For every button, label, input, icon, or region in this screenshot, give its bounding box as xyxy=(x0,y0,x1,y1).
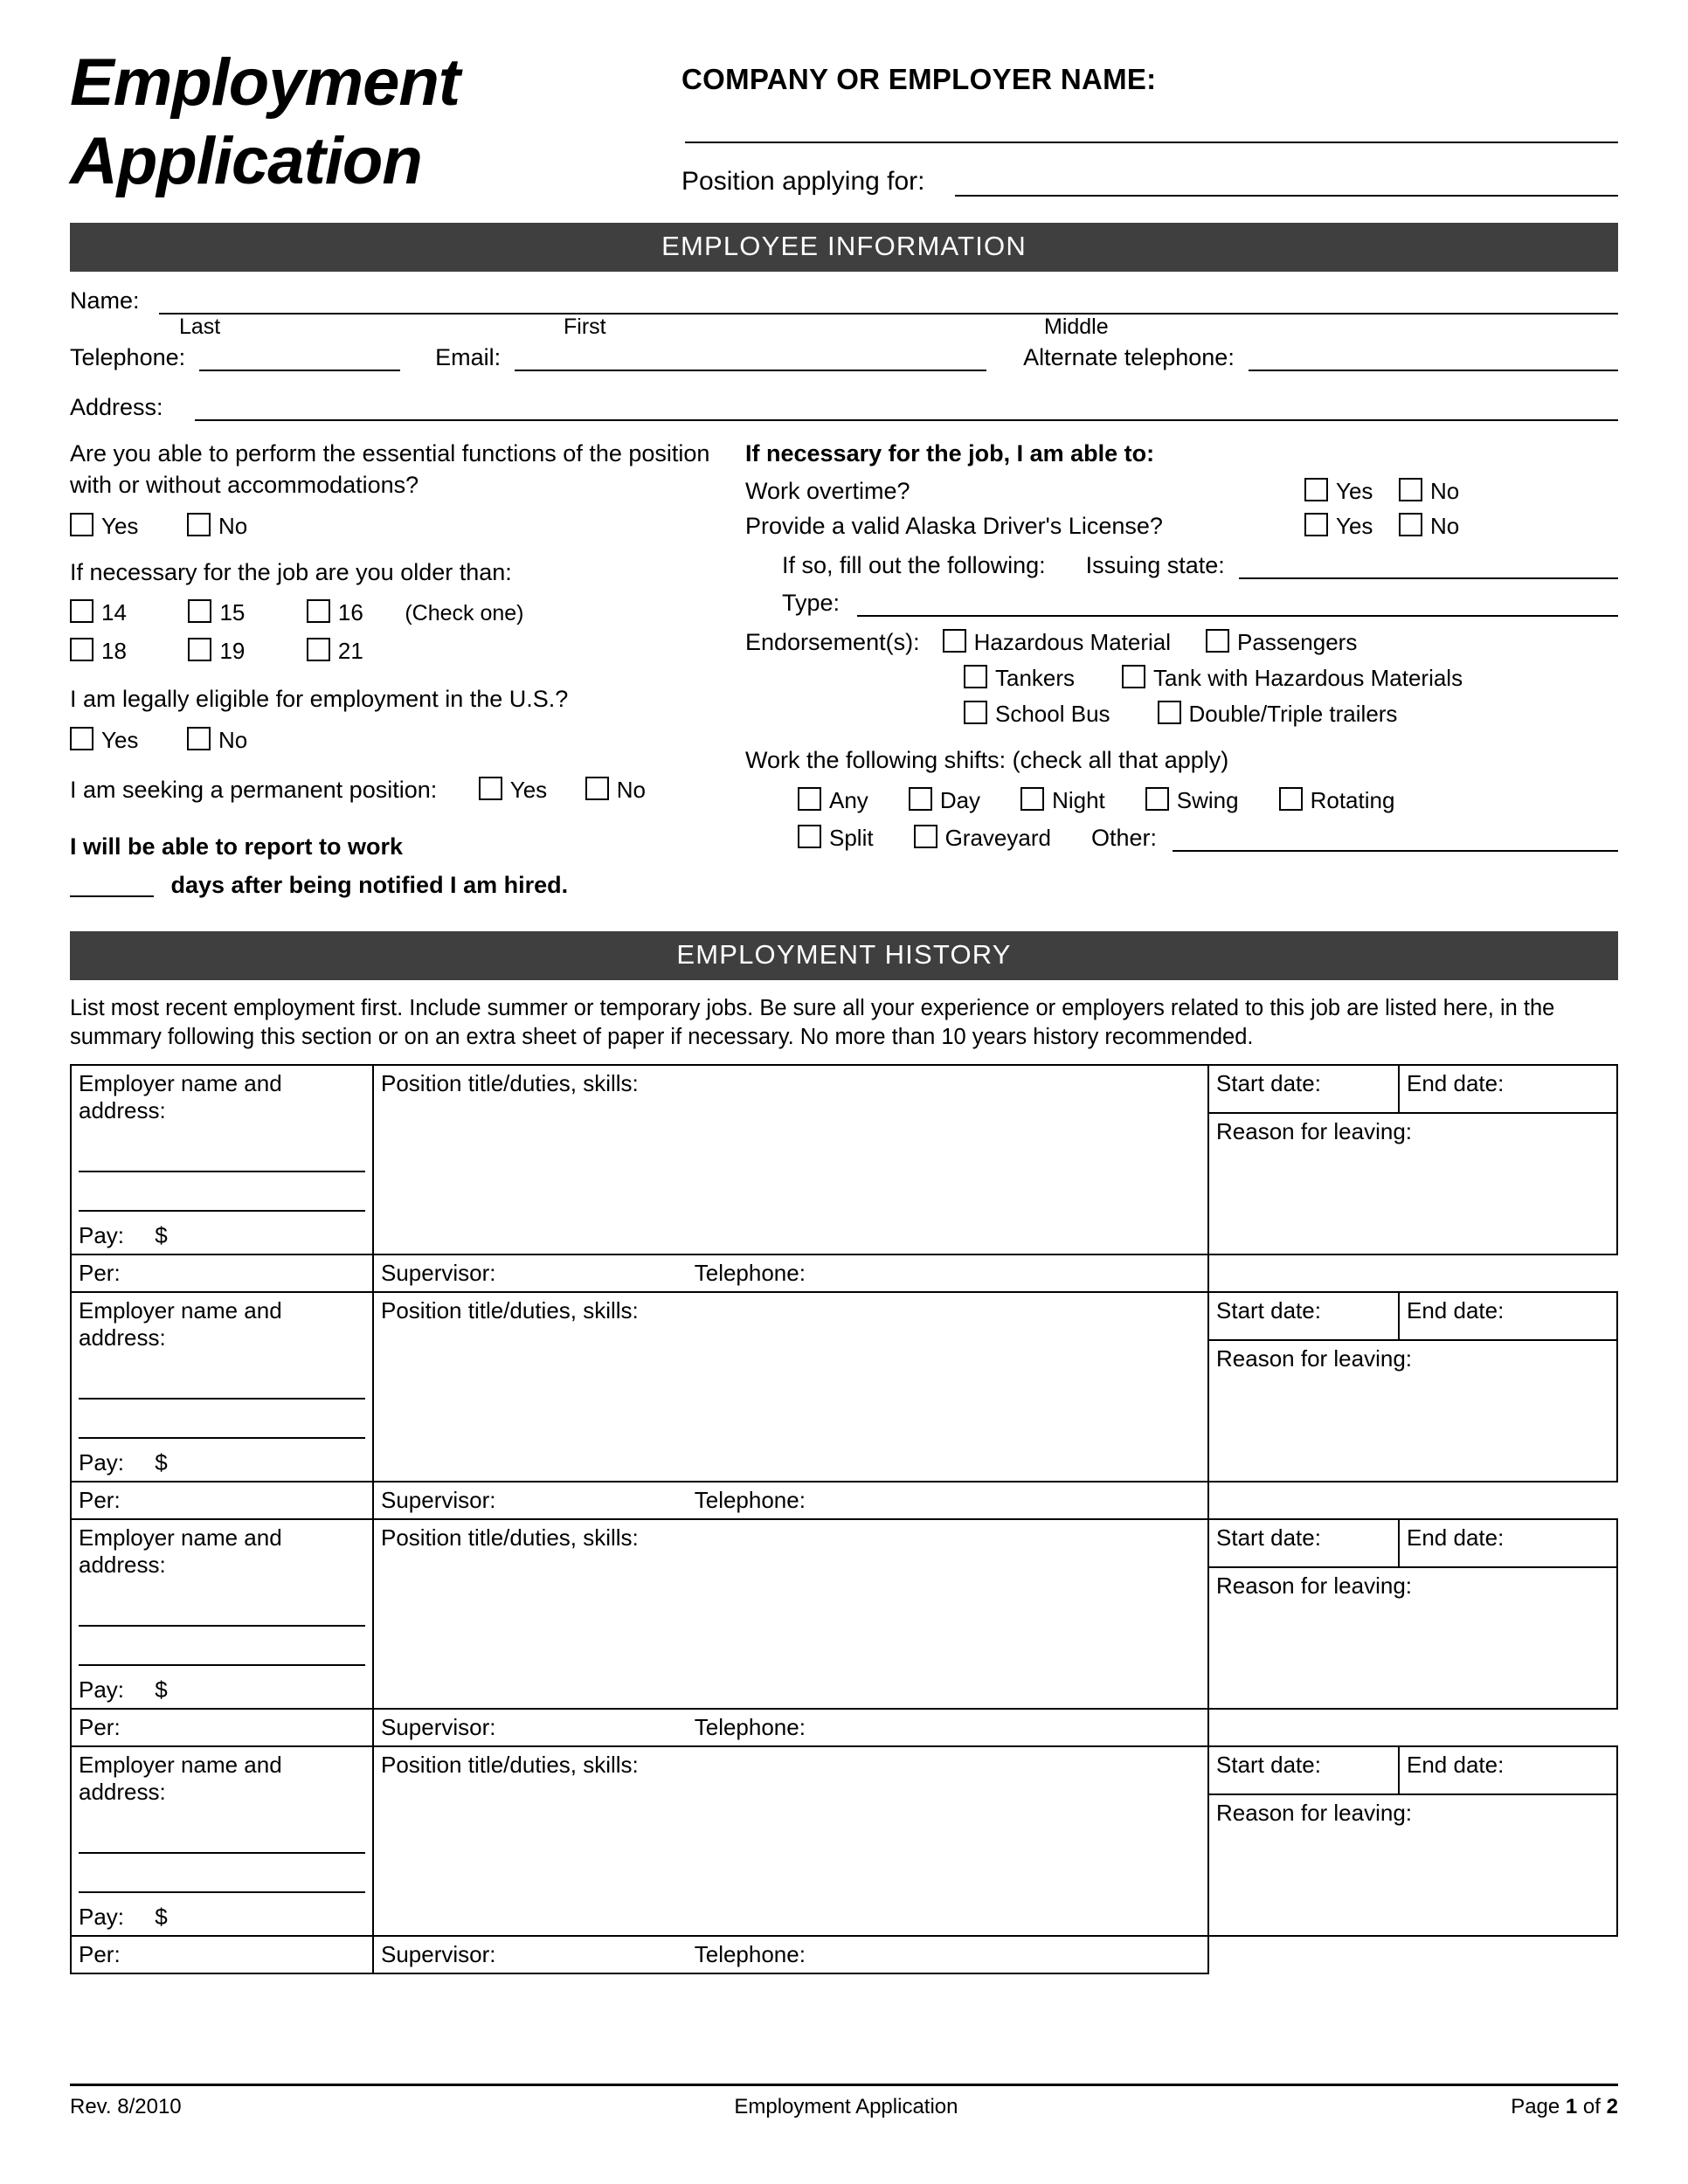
address-label: Address: xyxy=(70,394,163,421)
per-label: Per: xyxy=(79,1260,121,1286)
position-cell[interactable] xyxy=(373,1292,1208,1482)
supervisor-label: Supervisor: xyxy=(381,1714,496,1740)
older-than-question: If necessary for the job are you older than: xyxy=(70,558,512,585)
employer-line[interactable] xyxy=(79,1400,365,1439)
form-title xyxy=(70,44,681,200)
checkbox-icon[interactable] xyxy=(187,513,211,536)
footer-page-prefix: Page xyxy=(1511,2095,1566,2118)
option-label: Tank with Hazardous Materials xyxy=(1153,664,1463,691)
end-date-cell[interactable] xyxy=(1399,1292,1617,1340)
employee-information-block xyxy=(70,287,1618,901)
company-name-label: COMPANY OR EMPLOYER NAME: xyxy=(681,63,1157,95)
permanent-position-row xyxy=(70,775,738,806)
checkbox-icon[interactable] xyxy=(798,787,821,811)
per-cell[interactable] xyxy=(71,1936,373,1973)
footer-revision: Rev. 8/2010 xyxy=(70,2095,182,2118)
option-label: 21 xyxy=(337,638,363,665)
start-date-label: Start date: xyxy=(1216,1752,1321,1778)
option-label: Yes xyxy=(1336,477,1373,504)
overtime-row xyxy=(745,478,1618,505)
end-date-label: End date: xyxy=(1407,1752,1505,1778)
shift-night[interactable] xyxy=(1020,787,1105,814)
alternate-telephone-input[interactable] xyxy=(1249,349,1618,371)
name-sublabel-first: First xyxy=(564,314,606,340)
employer-label: Employer name and address: xyxy=(79,1524,282,1578)
position-input[interactable] xyxy=(955,172,1619,197)
reason-cell[interactable] xyxy=(1208,1113,1617,1254)
title-line-2: Application xyxy=(70,123,422,198)
report-to-work-line-2: days after being notified I am hired. xyxy=(170,872,569,899)
option-label: Double/Triple trailers xyxy=(1188,700,1398,727)
employer-line[interactable] xyxy=(79,1854,365,1893)
option-label: Day xyxy=(939,786,981,813)
option-label: Rotating xyxy=(1310,786,1395,813)
report-to-work-line-1: I will be able to report to work xyxy=(70,833,404,860)
name-input[interactable] xyxy=(159,292,1618,314)
option-label: Split xyxy=(829,824,874,851)
alternate-telephone-label: Alternate telephone: xyxy=(1023,344,1235,371)
checkbox-icon[interactable] xyxy=(1399,513,1422,536)
endorsements-label: Endorsement(s): xyxy=(745,628,920,655)
end-date-cell[interactable] xyxy=(1399,1519,1617,1567)
start-date-label: Start date: xyxy=(1216,1524,1321,1551)
end-date-label: End date: xyxy=(1407,1070,1505,1096)
header-fields xyxy=(681,44,1618,197)
address-row xyxy=(70,394,1618,421)
employer-line[interactable] xyxy=(79,1587,365,1627)
questions-left-column xyxy=(70,439,738,901)
essential-yes-option[interactable] xyxy=(70,513,138,540)
shift-other-input[interactable] xyxy=(1173,829,1618,852)
option-label: No xyxy=(1430,477,1460,504)
reason-label: Reason for leaving: xyxy=(1216,1345,1413,1372)
eligibility-no-option[interactable] xyxy=(187,727,247,754)
per-cell[interactable] xyxy=(71,1254,373,1292)
employer-address-lines[interactable] xyxy=(79,1360,365,1439)
checkbox-icon[interactable] xyxy=(798,825,821,848)
section-employee-information: EMPLOYEE INFORMATION xyxy=(70,223,1618,272)
employer-label: Employer name and address: xyxy=(79,1070,282,1123)
permanent-yes-option[interactable] xyxy=(479,775,547,805)
endorsement-school-bus[interactable] xyxy=(964,701,1110,728)
end-date-label: End date: xyxy=(1407,1524,1505,1551)
dollar-sign: $ xyxy=(155,1449,168,1476)
overtime-no-option[interactable] xyxy=(1399,478,1459,505)
checkbox-icon[interactable] xyxy=(964,665,987,688)
employer-address-lines[interactable] xyxy=(79,1814,365,1893)
questions-right-column xyxy=(738,439,1618,901)
endorsement-double-triple[interactable] xyxy=(1158,701,1398,728)
start-date-cell[interactable] xyxy=(1208,1746,1399,1794)
option-label: 16 xyxy=(337,599,363,626)
dollar-sign: $ xyxy=(155,1222,168,1248)
option-label: Swing xyxy=(1176,786,1239,813)
checkbox-icon[interactable] xyxy=(70,599,93,623)
supervisor-cell[interactable] xyxy=(373,1482,1208,1519)
checkbox-icon[interactable] xyxy=(188,638,211,661)
position-cell[interactable] xyxy=(373,1519,1208,1709)
issuing-state-row xyxy=(745,552,1618,579)
employer-label: Employer name and address: xyxy=(79,1752,282,1805)
checkbox-icon[interactable] xyxy=(1145,787,1169,811)
supervisor-label: Supervisor: xyxy=(381,1487,496,1513)
reason-continuation[interactable] xyxy=(1208,1709,1617,1746)
issuing-state-label: Issuing state: xyxy=(1085,551,1225,578)
pay-label: Pay: xyxy=(79,1222,125,1248)
pay-row[interactable] xyxy=(79,1449,365,1476)
telephone-label: Telephone: xyxy=(70,344,186,371)
age-option-14[interactable] xyxy=(70,599,127,626)
questions-two-column xyxy=(70,439,1618,901)
license-question: Provide a valid Alaska Driver's License? xyxy=(745,512,1163,539)
permanent-position-question: I am seeking a permanent position: xyxy=(70,776,438,803)
option-label: Yes xyxy=(1336,512,1373,539)
checkbox-icon[interactable] xyxy=(914,825,937,848)
option-label: No xyxy=(1430,512,1460,539)
shift-split[interactable] xyxy=(798,825,874,852)
checkbox-icon[interactable] xyxy=(307,638,330,661)
footer-page xyxy=(1511,2095,1618,2119)
ages-row-1 xyxy=(70,599,738,626)
position-label: Position title/duties, skills: xyxy=(381,1752,639,1778)
option-label: Hazardous Material xyxy=(973,628,1172,655)
option-label: 15 xyxy=(219,599,246,626)
shift-other-label: Other: xyxy=(1090,824,1157,851)
job-needs-heading: If necessary for the job, I am able to: xyxy=(745,440,1155,467)
supervisor-label: Supervisor: xyxy=(381,1260,496,1286)
permanent-no-option[interactable] xyxy=(585,775,646,805)
check-one-note: (Check one) xyxy=(405,601,524,626)
shift-graveyard[interactable] xyxy=(914,825,1051,852)
employer-cell[interactable] xyxy=(71,1519,373,1709)
option-label: No xyxy=(218,512,248,539)
license-yes-option[interactable] xyxy=(1304,513,1399,540)
position-label: Position title/duties, skills: xyxy=(381,1297,639,1324)
reason-cell[interactable] xyxy=(1208,1794,1617,1936)
per-label: Per: xyxy=(79,1941,121,1967)
position-row xyxy=(681,167,1618,197)
checkbox-icon[interactable] xyxy=(909,787,932,811)
supervisor-telephone-label: Telephone: xyxy=(694,1260,806,1286)
employer-cell[interactable] xyxy=(71,1292,373,1482)
supervisor-telephone-label: Telephone: xyxy=(694,1941,806,1967)
supervisor-cell[interactable] xyxy=(373,1709,1208,1746)
supervisor-cell[interactable] xyxy=(373,1254,1208,1292)
name-sublabel-middle: Middle xyxy=(1044,314,1109,340)
pay-label: Pay: xyxy=(79,1449,125,1476)
reason-cell[interactable] xyxy=(1208,1340,1617,1482)
end-date-label: End date: xyxy=(1407,1297,1505,1324)
address-input[interactable] xyxy=(195,398,1618,421)
option-label: Yes xyxy=(101,512,139,539)
reason-continuation[interactable] xyxy=(1208,1254,1617,1292)
age-option-18[interactable] xyxy=(70,638,127,665)
position-cell[interactable] xyxy=(373,1746,1208,1936)
essential-no-option[interactable] xyxy=(187,513,247,540)
end-date-cell[interactable] xyxy=(1399,1746,1617,1794)
position-label: Position title/duties, skills: xyxy=(381,1070,639,1096)
option-label: No xyxy=(218,726,248,753)
checkbox-icon[interactable] xyxy=(943,629,966,653)
email-input[interactable] xyxy=(515,349,986,371)
employer-line[interactable] xyxy=(79,1172,365,1212)
supervisor-label: Supervisor: xyxy=(381,1941,496,1967)
endorsements-row-2 xyxy=(745,665,1618,692)
employer-line[interactable] xyxy=(79,1627,365,1666)
checkbox-icon[interactable] xyxy=(479,777,502,800)
issuing-state-input[interactable] xyxy=(1239,556,1618,579)
footer-page-total: 2 xyxy=(1606,2095,1618,2118)
supervisor-telephone-label: Telephone: xyxy=(694,1487,806,1513)
option-label: No xyxy=(616,776,646,803)
pay-label: Pay: xyxy=(79,1904,125,1930)
employer-address-lines[interactable] xyxy=(79,1587,365,1666)
shift-day[interactable] xyxy=(909,787,980,814)
position-label: Position applying for: xyxy=(681,167,925,196)
reason-label: Reason for leaving: xyxy=(1216,1572,1413,1599)
employer-cell[interactable] xyxy=(71,1065,373,1254)
checkbox-icon[interactable] xyxy=(1158,701,1181,724)
dollar-sign: $ xyxy=(155,1676,168,1703)
footer-page-of: of xyxy=(1577,2095,1607,2118)
dollar-sign: $ xyxy=(155,1904,168,1930)
reason-label: Reason for leaving: xyxy=(1216,1800,1413,1826)
if-so-label: If so, fill out the following: xyxy=(782,551,1046,578)
pay-row[interactable] xyxy=(79,1904,365,1931)
name-label: Name: xyxy=(70,287,140,314)
section-employment-history: EMPLOYMENT HISTORY xyxy=(70,931,1618,980)
checkbox-icon[interactable] xyxy=(1304,478,1328,501)
option-label: Graveyard xyxy=(944,824,1051,851)
reason-continuation[interactable] xyxy=(1208,1936,1617,1973)
overtime-question: Work overtime? xyxy=(745,477,910,504)
footer-page-number: 1 xyxy=(1565,2095,1578,2118)
employer-cell[interactable] xyxy=(71,1746,373,1936)
start-date-cell[interactable] xyxy=(1208,1292,1399,1340)
start-date-label: Start date: xyxy=(1216,1070,1321,1096)
option-label: 19 xyxy=(219,638,246,665)
supervisor-telephone-label: Telephone: xyxy=(694,1714,806,1740)
table-row xyxy=(71,1519,1617,1746)
endorsements-row-1 xyxy=(745,629,1618,656)
report-days-input[interactable] xyxy=(70,875,154,897)
pay-row[interactable] xyxy=(79,1676,365,1704)
checkbox-icon[interactable] xyxy=(70,727,93,750)
license-type-input[interactable] xyxy=(857,594,1618,617)
start-date-cell[interactable] xyxy=(1208,1519,1399,1567)
option-label: 14 xyxy=(101,599,127,626)
checkbox-icon[interactable] xyxy=(1122,665,1145,688)
endorsement-tankers[interactable] xyxy=(964,665,1075,692)
per-cell[interactable] xyxy=(71,1709,373,1746)
employer-line[interactable] xyxy=(79,1814,365,1854)
shift-any[interactable] xyxy=(798,787,868,814)
license-type-label: Type: xyxy=(782,589,841,616)
age-option-19[interactable] xyxy=(188,638,245,665)
checkbox-icon[interactable] xyxy=(1206,629,1229,653)
option-label: 18 xyxy=(101,638,127,665)
option-label: Any xyxy=(829,786,868,813)
license-type-row xyxy=(745,590,1618,617)
per-cell[interactable] xyxy=(71,1482,373,1519)
checkbox-icon[interactable] xyxy=(1279,787,1303,811)
checkbox-icon[interactable] xyxy=(188,599,211,623)
checkbox-icon[interactable] xyxy=(1020,787,1044,811)
shifts-label: Work the following shifts: (check all that apply) xyxy=(745,746,1229,773)
age-option-16[interactable] xyxy=(307,599,363,626)
start-date-label: Start date: xyxy=(1216,1297,1321,1324)
telephone-row xyxy=(70,344,1618,371)
eligibility-yes-option[interactable] xyxy=(70,727,138,754)
option-label: Yes xyxy=(101,726,139,753)
shift-rotating[interactable] xyxy=(1279,787,1395,814)
option-label: Yes xyxy=(509,776,548,803)
checkbox-icon[interactable] xyxy=(1304,513,1328,536)
reason-cell[interactable] xyxy=(1208,1567,1617,1709)
checkbox-icon[interactable] xyxy=(187,727,211,750)
ages-row-2 xyxy=(70,638,738,665)
name-sublabels xyxy=(70,314,1618,344)
checkbox-icon[interactable] xyxy=(1399,478,1422,501)
name-sublabel-last: Last xyxy=(179,314,221,340)
employment-history-table xyxy=(70,1064,1618,1974)
checkbox-icon[interactable] xyxy=(307,599,330,623)
option-label: Passengers xyxy=(1237,628,1358,655)
essential-functions-question: Are you able to perform the essential functions of the position with or without accommodations? xyxy=(70,440,710,498)
employer-address-lines[interactable] xyxy=(79,1133,365,1212)
endorsement-tank-hazardous[interactable] xyxy=(1122,665,1463,692)
checkbox-icon[interactable] xyxy=(70,638,93,661)
table-row xyxy=(71,1292,1617,1519)
eligibility-question: I am legally eligible for employment in the U.S.? xyxy=(70,686,569,713)
license-row xyxy=(745,513,1618,540)
table-row xyxy=(71,1065,1617,1292)
reason-label: Reason for leaving: xyxy=(1216,1118,1413,1144)
report-to-work-line-2-row xyxy=(70,870,738,902)
page-footer xyxy=(70,2084,1618,2119)
employer-line[interactable] xyxy=(79,1133,365,1172)
endorsements-row-3 xyxy=(745,701,1618,728)
shift-swing[interactable] xyxy=(1145,787,1239,814)
position-cell[interactable] xyxy=(373,1065,1208,1254)
employer-line[interactable] xyxy=(79,1360,365,1400)
reason-continuation[interactable] xyxy=(1208,1482,1617,1519)
position-label: Position title/duties, skills: xyxy=(381,1524,639,1551)
license-no-option[interactable] xyxy=(1399,513,1459,540)
company-name-input[interactable] xyxy=(685,142,1618,143)
option-label: Tankers xyxy=(995,664,1076,691)
overtime-yes-option[interactable] xyxy=(1304,478,1399,505)
per-label: Per: xyxy=(79,1487,121,1513)
eligibility-options xyxy=(70,727,738,754)
telephone-input[interactable] xyxy=(199,349,400,371)
checkbox-icon[interactable] xyxy=(70,513,93,536)
footer-title: Employment Application xyxy=(734,2095,958,2118)
employment-history-note: List most recent employment first. Include summer or temporary jobs. Be sure all your experience or employers related to this job are listed here, in the summary following this section or on an extra sheet of paper if necessary. No more than 10 years history recommended. xyxy=(70,995,1555,1049)
endorsement-passengers[interactable] xyxy=(1206,629,1357,656)
option-label: School Bus xyxy=(995,700,1110,727)
name-row xyxy=(70,287,1618,314)
endorsement-hazardous-material[interactable] xyxy=(943,629,1171,656)
pay-label: Pay: xyxy=(79,1676,125,1703)
shifts-row-1 xyxy=(745,787,1618,814)
essential-functions-options xyxy=(70,513,738,540)
age-option-21[interactable] xyxy=(307,638,363,665)
email-label: Email: xyxy=(435,344,502,371)
shifts-row-2 xyxy=(745,825,1618,852)
form-header xyxy=(70,44,1618,200)
checkbox-icon[interactable] xyxy=(964,701,987,724)
title-line-1: Employment xyxy=(70,45,460,120)
pay-row[interactable] xyxy=(79,1222,365,1249)
checkbox-icon[interactable] xyxy=(585,777,609,800)
age-option-15[interactable] xyxy=(188,599,245,626)
employer-label: Employer name and address: xyxy=(79,1297,282,1351)
end-date-cell[interactable] xyxy=(1399,1065,1617,1113)
option-label: Night xyxy=(1052,786,1105,813)
per-label: Per: xyxy=(79,1714,121,1740)
supervisor-cell[interactable] xyxy=(373,1936,1208,1973)
start-date-cell[interactable] xyxy=(1208,1065,1399,1113)
table-row xyxy=(71,1746,1617,1973)
